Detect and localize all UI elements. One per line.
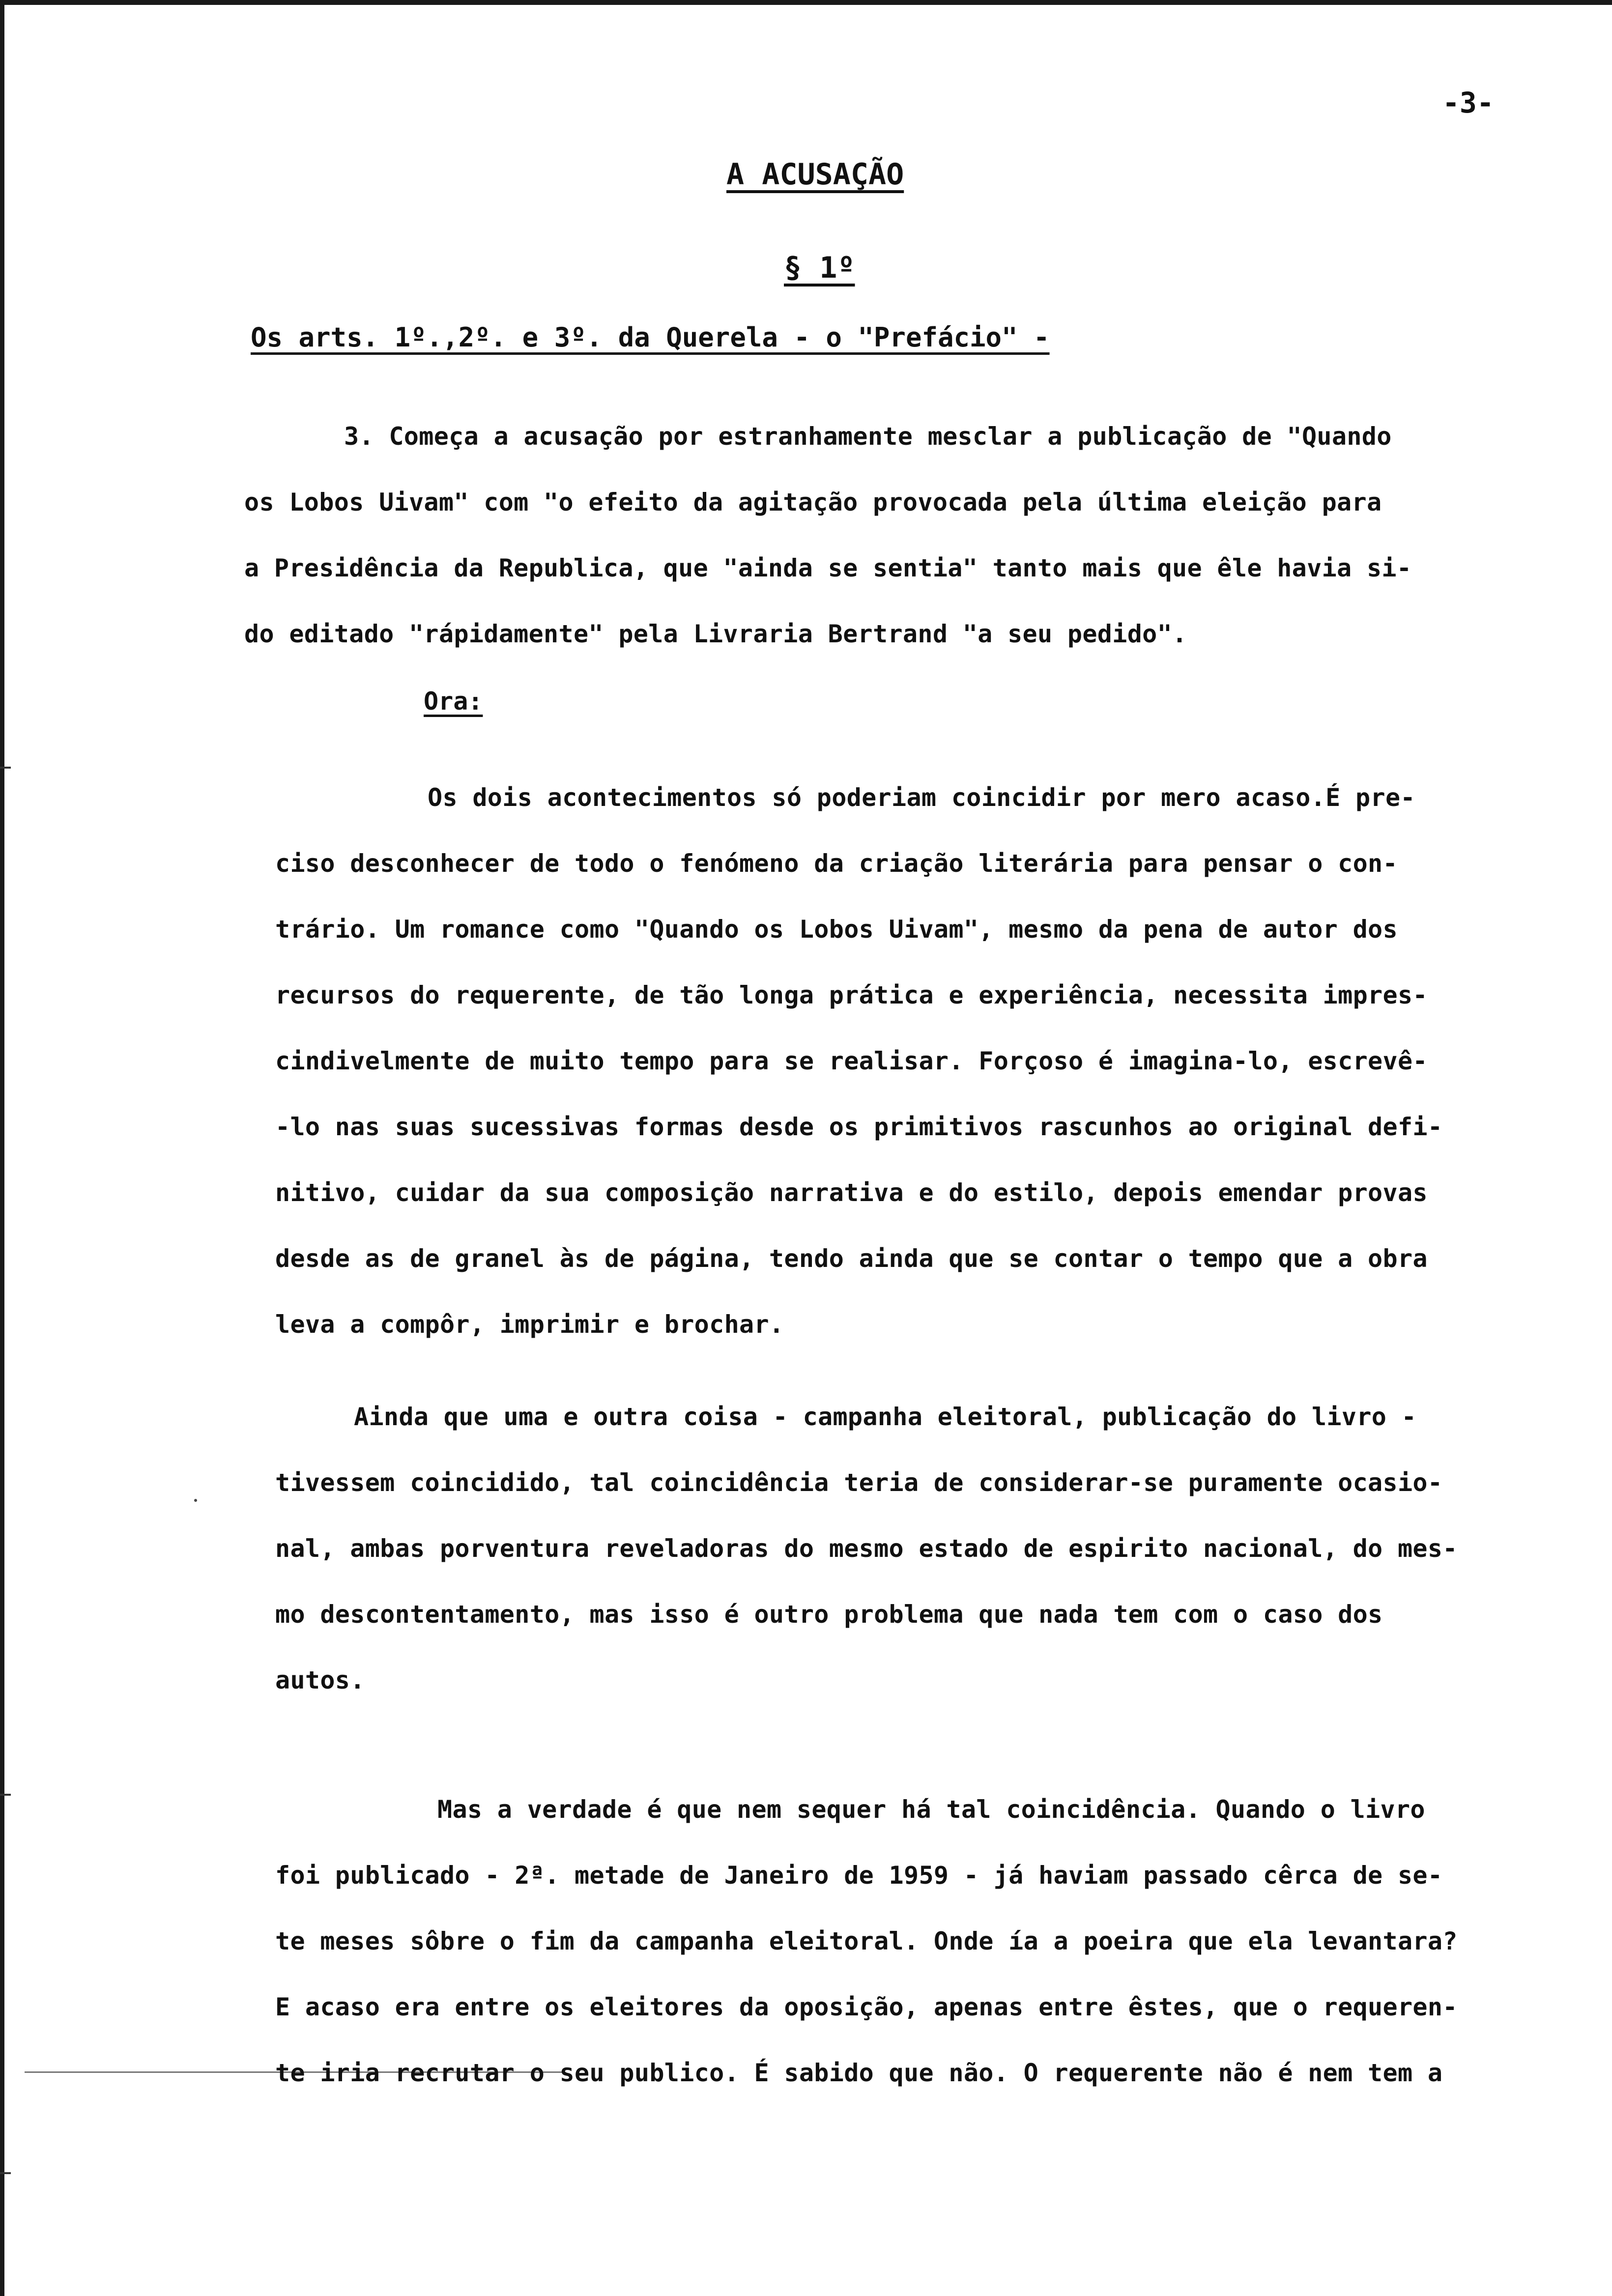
scan-edge-mark xyxy=(0,1794,11,1796)
paragraph-line: mo descontentamento, mas isso é outro problema que nada tem com o caso dos xyxy=(275,1600,1383,1629)
scan-border-top xyxy=(0,0,1612,5)
paragraph-line: tivessem coincidido, tal coincidência teria de considerar-se puramente ocasio- xyxy=(275,1468,1443,1497)
scan-edge-mark xyxy=(0,2172,11,2174)
paragraph-line: te meses sôbre o fim da campanha eleitoral. Onde ía a poeira que ela levantara? xyxy=(275,1927,1458,1955)
paragraph-line: nal, ambas porventura reveladoras do mesmo estado de espirito nacional, do mes- xyxy=(275,1534,1458,1563)
paragraph-line: ciso desconhecer de todo o fenómeno da criação literária para pensar o con- xyxy=(275,849,1398,878)
paragraph-line: Mas a verdade é que nem sequer há tal coincidência. Quando o livro xyxy=(437,1795,1425,1824)
subheading-text: Os arts. 1º.,2º. e 3º. da Querela - o "Prefácio" xyxy=(251,322,1018,353)
paragraph-line: leva a compôr, imprimir e brochar. xyxy=(275,1310,784,1339)
scan-speck xyxy=(194,1499,197,1502)
page-title: A ACUSAÇÃO xyxy=(726,157,904,192)
paragraph-line: trário. Um romance como "Quando os Lobos Uivam", mesmo da pena de autor dos xyxy=(275,915,1398,944)
page-number: -3- xyxy=(1442,86,1494,119)
paragraph-line: Os dois acontecimentos só poderiam coincidir por mero acaso.É pre- xyxy=(428,783,1415,812)
paragraph-line: autos. xyxy=(275,1666,365,1694)
section-mark: § 1º xyxy=(784,251,855,285)
paragraph-line: cindivelmente de muito tempo para se realisar. Forçoso é imagina-lo, escrevê- xyxy=(275,1047,1428,1075)
subheading-trail: - xyxy=(1017,322,1050,353)
paragraph-line: E acaso era entre os eleitores da oposição, apenas entre êstes, que o requeren- xyxy=(275,1993,1458,2021)
scan-edge-mark xyxy=(0,767,11,769)
paragraph-line: recursos do requerente, de tão longa prática e experiência, necessita impres- xyxy=(275,981,1428,1009)
paragraph-line: os Lobos Uivam" com "o efeito da agitação provocada pela última eleição para xyxy=(244,488,1382,517)
paragraph-line: Ainda que uma e outra coisa - campanha eleitoral, publicação do livro - xyxy=(354,1403,1417,1431)
scan-border-left xyxy=(0,0,4,2296)
paragraph-line: foi publicado - 2ª. metade de Janeiro de 1959 - já haviam passado cêrca de se- xyxy=(275,1861,1443,1890)
paragraph-line: 3. Começa a acusação por estranhamente mesclar a publicação de "Quando xyxy=(344,422,1392,451)
paragraph-line: nitivo, cuidar da sua composição narrativa e do estilo, depois emendar provas xyxy=(275,1178,1428,1207)
paragraph-line: te iria recrutar o seu publico. É sabido que não. O requerente não é nem tem a xyxy=(275,2059,1443,2087)
paragraph-line: desde as de granel às de página, tendo ainda que se contar o tempo que a obra xyxy=(275,1244,1428,1273)
paragraph-line: do editado "rápidamente" pela Livraria Bertrand "a seu pedido". xyxy=(244,620,1187,648)
section-subheading xyxy=(251,322,1050,353)
ora-label: Ora: xyxy=(424,687,483,716)
paragraph-line: -lo nas suas sucessivas formas desde os primitivos rascunhos ao original defi- xyxy=(275,1113,1443,1141)
paragraph-line: a Presidência da Republica, que "ainda se sentia" tanto mais que êle havia si- xyxy=(244,554,1412,582)
